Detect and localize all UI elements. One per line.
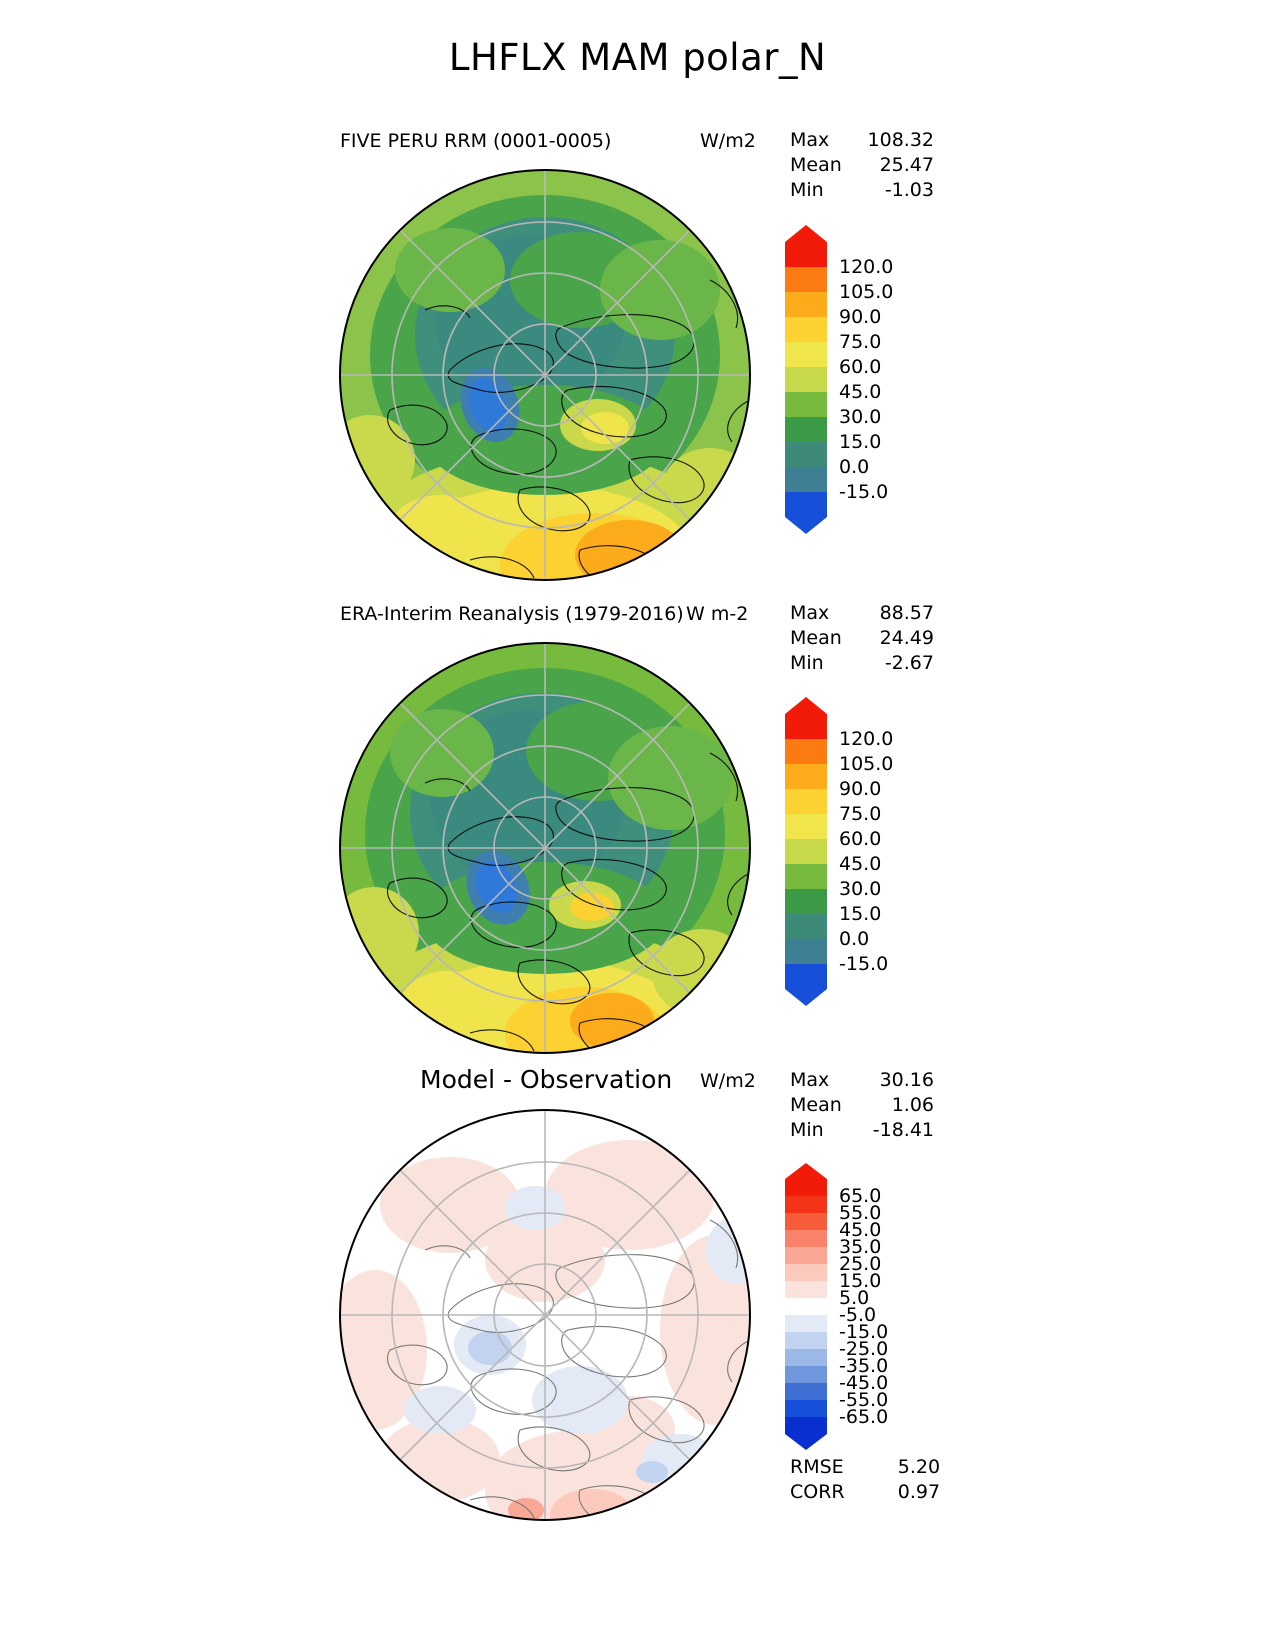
stats-model xyxy=(790,128,934,203)
colorbar-tick: -5.0 xyxy=(839,1304,877,1326)
polar-map-model xyxy=(330,160,760,590)
stat-value: 108.32 xyxy=(867,129,934,151)
stat-label: Mean xyxy=(790,154,842,176)
stats-observation xyxy=(790,601,934,676)
colorbar-tick: 45.0 xyxy=(839,1219,882,1241)
colorbar-tick: -45.0 xyxy=(839,1372,889,1394)
stat-value: 30.16 xyxy=(879,1069,934,1091)
colorbar-tick: 60.0 xyxy=(839,356,882,378)
colorbar-tick: 0.0 xyxy=(839,456,870,478)
colorbar-tick: 60.0 xyxy=(839,828,882,850)
colorbar-tick: -15.0 xyxy=(839,1321,889,1343)
colorbar-over-arrow xyxy=(785,1163,827,1179)
panel-title-observation: ERA-Interim Reanalysis (1979-2016) xyxy=(340,603,684,625)
panel-model xyxy=(0,110,1275,580)
colorbar-tick: 120.0 xyxy=(839,728,894,750)
corr-label: CORR xyxy=(790,1481,845,1503)
colorbar-over-arrow xyxy=(785,225,827,242)
polar-map-difference xyxy=(330,1100,760,1530)
colorbar-tick: 45.0 xyxy=(839,853,882,875)
stat-label: Mean xyxy=(790,627,842,649)
stat-label: Max xyxy=(790,129,830,151)
colorbar-tick: -55.0 xyxy=(839,1389,889,1411)
panel-title-difference: Model - Observation xyxy=(420,1065,673,1094)
colorbar-tick: 65.0 xyxy=(839,1185,882,1207)
footer-stats-difference xyxy=(790,1455,940,1505)
page-title: LHFLX MAM polar_N xyxy=(448,36,827,79)
stat-value: -2.67 xyxy=(884,652,934,674)
rmse-value: 5.20 xyxy=(897,1456,941,1478)
corr-value: 0.97 xyxy=(897,1481,941,1503)
colorbar-over-arrow xyxy=(785,697,827,714)
colorbar-tick: 120.0 xyxy=(839,256,894,278)
colorbar-under-arrow xyxy=(785,517,827,534)
stat-label: Min xyxy=(790,652,824,674)
rmse-label: RMSE xyxy=(790,1456,844,1478)
colorbar-tick: 45.0 xyxy=(839,381,882,403)
colorbar-tick: 0.0 xyxy=(839,928,870,950)
colorbar-tick: -65.0 xyxy=(839,1406,889,1428)
stat-label: Min xyxy=(790,179,824,201)
stat-label: Mean xyxy=(790,1094,842,1116)
colorbar-under-arrow xyxy=(785,989,827,1006)
colorbar-tick: -25.0 xyxy=(839,1338,889,1360)
colorbar-tick: 15.0 xyxy=(839,431,882,453)
stat-label: Max xyxy=(790,1069,830,1091)
colorbar-tick: 5.0 xyxy=(839,1287,870,1309)
panel-observation xyxy=(0,585,1275,1055)
colorbar-tick: 15.0 xyxy=(839,1270,882,1292)
colorbar-tick: 105.0 xyxy=(839,281,894,303)
colorbar-tick: 75.0 xyxy=(839,331,882,353)
colorbar-tick: 30.0 xyxy=(839,878,882,900)
colorbar-tick: 90.0 xyxy=(839,306,882,328)
polar-map-observation xyxy=(330,633,760,1063)
colorbar-tick: 30.0 xyxy=(839,406,882,428)
stat-value: 88.57 xyxy=(879,602,934,624)
panel-difference xyxy=(0,1055,1275,1555)
colorbar-tick: -15.0 xyxy=(839,481,889,503)
stat-value: -18.41 xyxy=(872,1119,934,1141)
colorbar-under-arrow xyxy=(785,1434,827,1450)
colorbar-tick: 55.0 xyxy=(839,1202,882,1224)
panel-units-model: W/m2 xyxy=(700,130,756,152)
colorbar-tick: 75.0 xyxy=(839,803,882,825)
colorbar-tick: 35.0 xyxy=(839,1236,882,1258)
colorbar-tick: 90.0 xyxy=(839,778,882,800)
colorbar-tick: 15.0 xyxy=(839,903,882,925)
stat-value: 25.47 xyxy=(879,154,934,176)
colorbar-tick: 25.0 xyxy=(839,1253,882,1275)
stat-value: 1.06 xyxy=(891,1094,934,1116)
stats-difference xyxy=(790,1068,934,1143)
colorbar-tick: -35.0 xyxy=(839,1355,889,1377)
colorbar-tick: 105.0 xyxy=(839,753,894,775)
panel-units-difference: W/m2 xyxy=(700,1070,756,1092)
panel-units-observation: W m-2 xyxy=(686,603,749,625)
stat-value: 24.49 xyxy=(879,627,934,649)
panel-title-model: FIVE PERU RRM (0001-0005) xyxy=(340,130,612,152)
colorbar-tick: -15.0 xyxy=(839,953,889,975)
stat-label: Min xyxy=(790,1119,824,1141)
stat-value: -1.03 xyxy=(884,179,934,201)
stat-label: Max xyxy=(790,602,830,624)
